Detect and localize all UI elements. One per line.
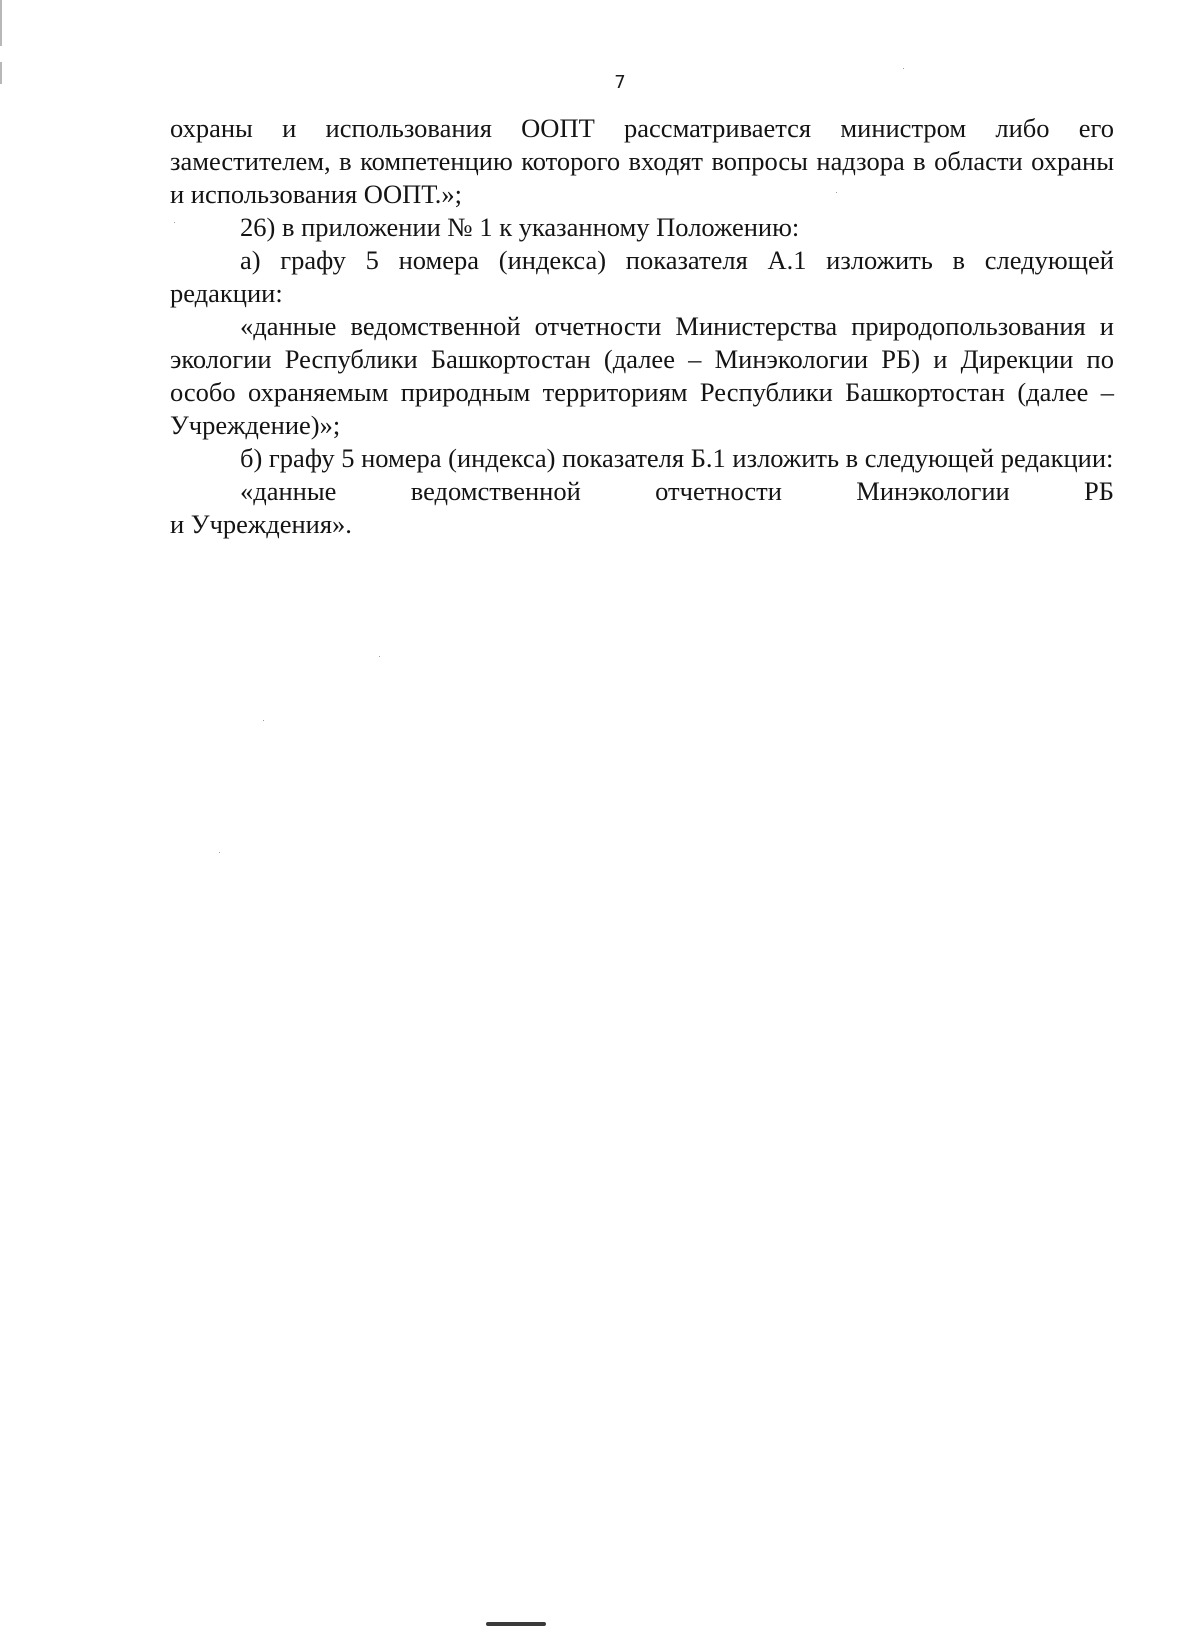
scan-speck [263,720,264,721]
paragraph-quote-b-line1: «данные ведомственной отчетности Минэкологии РБ [240,476,1114,506]
paragraph-subitem-b: б) графу 5 номера (индекса) показателя Б.1 изложить в следующей редакции: [240,443,1114,473]
paragraph-subitem-a: а) графу 5 номера (индекса) показателя А.1 изложить в следующей редакции: [170,245,1114,308]
paragraph-quote-a: «данные ведомственной отчетности Министерства природопользования и экологии Республики Башкортостан (далее – Минэкологии РБ) и Дирекции по особо охраняемым природным территориям Республики Башкортостан (далее – Учреждение)»; [170,311,1114,440]
paragraph-item-26: 26) в приложении № 1 к указанному Положению: [240,212,800,242]
scan-speck [379,656,380,657]
paragraph-quote-b-line2: и Учреждения». [170,509,352,539]
page-number: 7 [614,72,626,93]
scan-bottom-mark [486,1622,546,1626]
paragraph-continuation: охраны и использования ООПТ рассматривается министром либо его заместителем, в компетенцию которого входят вопросы надзора в области охраны и использования ООПТ.»; [170,113,1114,209]
scan-speck [836,192,837,193]
scan-speck [903,68,904,69]
scan-speck [219,852,220,853]
scan-speck [174,222,175,223]
scan-edge-mark [0,0,2,46]
document-body [170,112,1114,541]
